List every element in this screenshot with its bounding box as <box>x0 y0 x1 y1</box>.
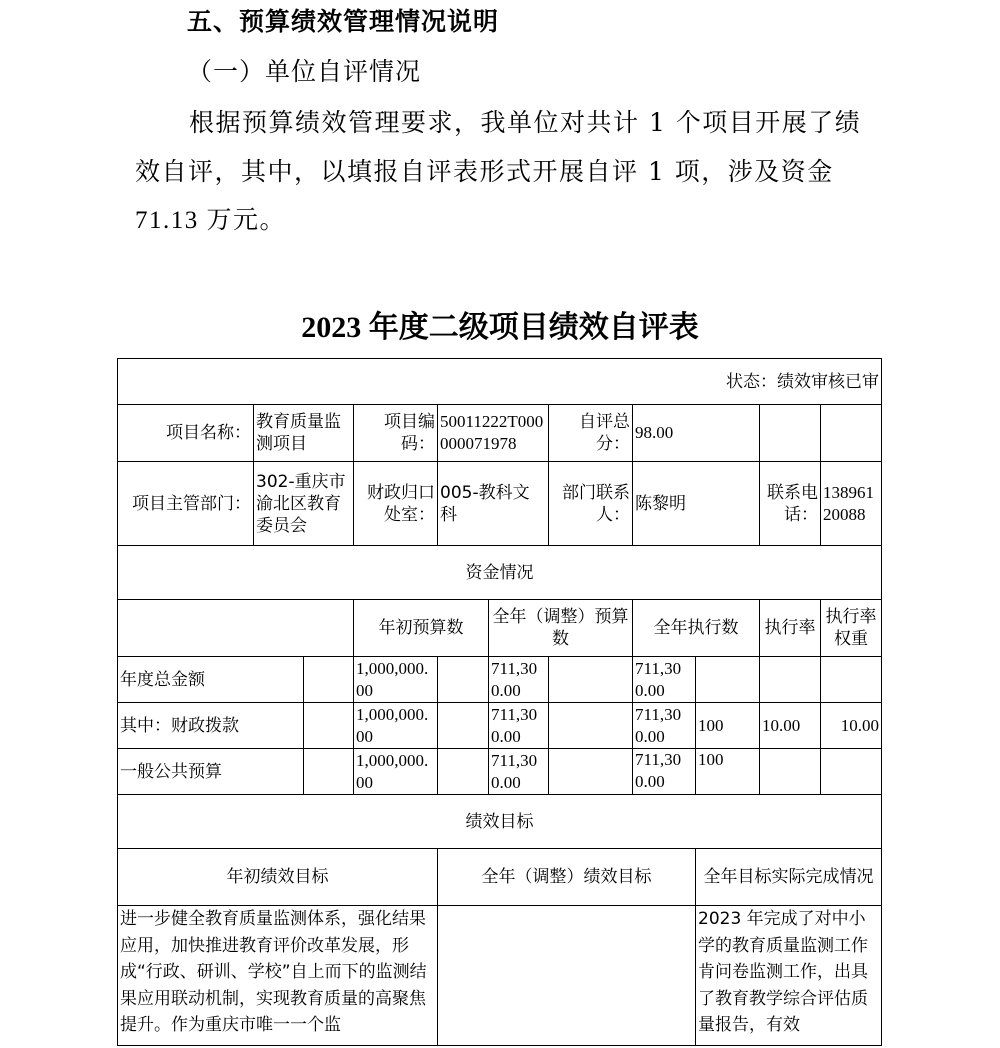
empty-cell <box>304 657 354 703</box>
status-cell: 状态：绩效审核已审 <box>118 359 882 405</box>
section-subheading: （一）单位自评情况 <box>187 57 422 86</box>
empty-cell <box>438 749 489 795</box>
col-adjusted-goal: 全年（调整）绩效目标 <box>438 849 696 906</box>
funds-section-header: 资金情况 <box>118 546 882 600</box>
col-adjusted-budget: 全年（调整）预算数 <box>489 600 633 657</box>
phone-value: 13896120088 <box>821 462 882 546</box>
fund-rate: 100 <box>696 703 760 749</box>
dept-contact-value: 陈黎明 <box>633 462 760 546</box>
fund-actual: 711,300.00 <box>633 657 696 703</box>
fund-row-label: 其中：财政拨款 <box>118 703 304 749</box>
fund-adjusted: 711,300.00 <box>489 657 549 703</box>
project-name-value: 教育质量监测项目 <box>254 405 354 462</box>
fund-adjusted: 711,300.00 <box>489 749 549 795</box>
fund-score <box>821 749 882 795</box>
fund-rate: 100 <box>696 749 760 795</box>
dept-label: 项目主管部门： <box>118 462 254 546</box>
empty-cell <box>821 405 882 462</box>
col-initial-budget: 年初预算数 <box>354 600 489 657</box>
fund-score <box>821 657 882 703</box>
finance-office-label: 财政归口处室： <box>354 462 438 546</box>
fund-initial: 1,000,000.00 <box>354 749 438 795</box>
fund-initial: 1,000,000.00 <box>354 657 438 703</box>
paragraph-line: 根据预算绩效管理要求，我单位对共计 1 个项目开展了绩 <box>189 108 862 137</box>
fund-rate <box>696 657 760 703</box>
actual-goal-text: 2023 年完成了对中小学的教育质量监测工作肯问卷监测工作，出具了教育教学综合评估质量报告，有效 <box>696 906 882 1046</box>
fund-row-label: 年度总金额 <box>118 657 304 703</box>
project-name-label: 项目名称： <box>118 405 254 462</box>
fund-row-label: 一般公共预算 <box>118 749 304 795</box>
phone-label: 联系电话： <box>760 462 821 546</box>
col-actual: 全年执行数 <box>633 600 760 657</box>
fund-score: 10.00 <box>821 703 882 749</box>
project-code-value: 50011222T000000071978 <box>438 405 549 462</box>
initial-goal-text: 进一步健全教育质量监测体系，强化结果应用，加快推进教育评价改革发展，形成“行政、研训、学校”自上而下的监测结果应用联动机制，实现教育质量的高聚焦提升。作为重庆市唯一一个监 <box>118 906 438 1046</box>
empty-cell <box>304 749 354 795</box>
perf-section-header: 绩效目标 <box>118 795 882 849</box>
col-rate: 执行率 <box>760 600 821 657</box>
empty-cell <box>304 703 354 749</box>
fund-initial: 1,000,000.00 <box>354 703 438 749</box>
fund-weight <box>760 749 821 795</box>
fund-weight: 10.00 <box>760 703 821 749</box>
col-initial-goal: 年初绩效目标 <box>118 849 438 906</box>
adjusted-goal-text <box>438 906 696 1046</box>
finance-office-value: 005-教科文科 <box>438 462 549 546</box>
empty-cell <box>118 600 354 657</box>
dept-contact-label: 部门联系人： <box>549 462 633 546</box>
col-actual-goal: 全年目标实际完成情况 <box>696 849 882 906</box>
fund-weight <box>760 657 821 703</box>
empty-cell <box>549 657 633 703</box>
paragraph-line: 71.13 万元。 <box>135 207 287 234</box>
section-heading: 五、预算绩效管理情况说明 <box>187 7 500 36</box>
empty-cell <box>760 405 821 462</box>
dept-value: 302-重庆市渝北区教育委员会 <box>254 462 354 546</box>
self-score-value: 98.00 <box>633 405 760 462</box>
paragraph-line: 效自评，其中，以填报自评表形式开展自评 1 项，涉及资金 <box>135 157 834 186</box>
empty-cell <box>438 657 489 703</box>
form-title: 2023 年度二级项目绩效自评表 <box>301 311 699 344</box>
fund-actual: 711,300.00 <box>633 703 696 749</box>
fund-adjusted: 711,300.00 <box>489 703 549 749</box>
empty-cell <box>549 703 633 749</box>
evaluation-form-table <box>117 358 882 1046</box>
section-paragraph <box>135 98 880 245</box>
fund-actual: 711,300.00 <box>633 749 696 795</box>
self-score-label: 自评总分： <box>549 405 633 462</box>
empty-cell <box>549 749 633 795</box>
project-code-label: 项目编码： <box>354 405 438 462</box>
col-weight: 执行率权重 <box>821 600 882 657</box>
empty-cell <box>438 703 489 749</box>
